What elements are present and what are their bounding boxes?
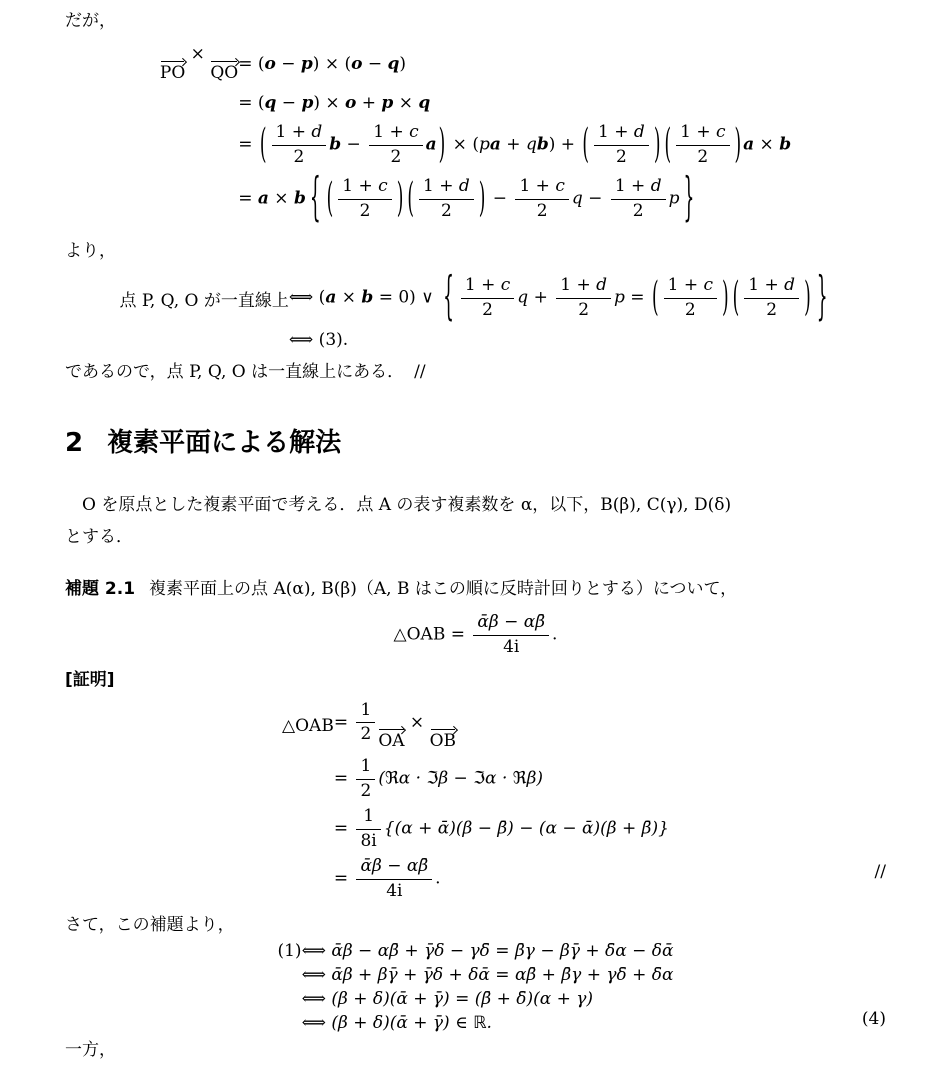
math-token: 1 + (519, 176, 556, 197)
math-token: ) (734, 121, 742, 169)
fraction-denominator (664, 298, 717, 321)
math-token: ( (732, 274, 740, 322)
equation-row (160, 169, 791, 230)
section-title: 複素平面による解法 (107, 428, 342, 459)
math-token: ( (326, 175, 334, 223)
equation-row (282, 754, 669, 804)
fraction-numerator (744, 276, 799, 298)
math-token: ) (722, 274, 729, 322)
equation-rhs (302, 1011, 674, 1035)
fraction-numerator (556, 276, 611, 298)
text-yori: より， (65, 241, 116, 262)
aligned-equations (119, 268, 831, 355)
fraction-numerator (594, 123, 649, 145)
math-token: 2 (293, 146, 305, 167)
equation-rhs (289, 325, 832, 355)
math-token: a (325, 287, 337, 308)
equation-rhs (334, 804, 669, 854)
math-token: c (715, 122, 726, 143)
equation-rhs (238, 118, 791, 172)
math-token: = (333, 868, 354, 889)
equation-lhs (160, 88, 238, 118)
fraction-denominator (369, 145, 422, 168)
fraction-numerator (473, 613, 549, 635)
math-token: 8i (360, 830, 377, 851)
equation-lhs (277, 963, 301, 987)
fraction-denominator (419, 199, 474, 222)
math-token: 2 (697, 146, 709, 167)
vector-base: OB (429, 731, 457, 752)
section-heading (65, 422, 886, 459)
equation-row (160, 39, 791, 88)
equation-lhs (282, 754, 334, 804)
math-token: = ( (238, 93, 265, 114)
equation-rhs (302, 987, 674, 1011)
lemma-label: 補題 2.1 (65, 579, 136, 600)
vector-arrow-icon (378, 724, 404, 732)
math-token: 1 + (464, 275, 501, 296)
math-token: ⟺ (301, 1013, 332, 1034)
math-token: ) (399, 53, 407, 74)
math-token: = (238, 188, 258, 209)
math-token: ⟺ (3). (288, 330, 349, 351)
equation-row (277, 987, 673, 1011)
qed-mark: // (874, 862, 886, 883)
fraction-numerator (419, 177, 474, 199)
math-token: 2 (440, 200, 452, 221)
math-token: × (336, 287, 362, 308)
math-token: (ℜα · ℑβ − ℑα · ℜβ) (378, 768, 544, 789)
fraction (744, 276, 799, 320)
math-token: + (528, 287, 554, 308)
vector-notation (378, 724, 404, 751)
aligned-equations (277, 939, 673, 1035)
math-token: ᾱβ − αβ̄ (477, 612, 546, 633)
fraction-numerator (356, 857, 432, 879)
math-token: △OAB = (393, 624, 471, 645)
math-token: c (378, 176, 388, 197)
text-conclusion (65, 359, 886, 386)
math-token: 1 + (598, 122, 634, 143)
math-token: ᾱβ − αβ̄ + γ̄δ − γδ̄ = β̄γ − βγ̄ + δ̄α − δᾱ (331, 941, 674, 962)
math-token: − (275, 53, 301, 74)
math-token: 2 (482, 299, 493, 320)
equation-lhs (119, 325, 288, 355)
math-token: 4i (503, 636, 520, 657)
fraction-numerator (356, 701, 375, 723)
math-token: ⟺ ( (288, 287, 326, 308)
math-token: 1 + (342, 176, 379, 197)
equation-rhs (334, 698, 669, 755)
math-token: 1 + (560, 275, 597, 296)
fraction-denominator (676, 145, 729, 168)
math-token: 2 (616, 146, 627, 167)
math-token: ( (651, 274, 659, 322)
math-token: 1 + (422, 176, 459, 197)
math-token: + (356, 93, 382, 114)
math-token: = (333, 818, 354, 839)
fraction (556, 276, 611, 320)
math-token: − (487, 188, 513, 209)
math-token: ⟺ (301, 941, 332, 962)
equation-rhs (302, 963, 674, 987)
vector-arrow-icon (430, 724, 456, 732)
math-token: ( (582, 121, 590, 169)
math-token: q (418, 93, 431, 114)
math-token: p (478, 134, 490, 155)
fraction-denominator (356, 779, 375, 802)
equation-row (277, 1011, 673, 1035)
section-number: 2 (65, 428, 84, 459)
conclusion-sentence: であるので，点 P, Q, O は一直線上にある． (65, 362, 405, 383)
vector-base: PO (159, 63, 186, 84)
math-token: o (351, 53, 363, 74)
math-token: = (333, 768, 354, 789)
equation-row (277, 939, 673, 963)
math-token: − (362, 53, 388, 74)
math-token: 1 (360, 756, 372, 777)
math-token: 1 (360, 699, 372, 720)
fraction-numerator (611, 177, 666, 199)
equation-lhs (277, 1011, 301, 1035)
fraction (338, 177, 391, 221)
lemma-statement (65, 575, 886, 603)
math-token: ) (438, 121, 446, 169)
text-sate: さて，この補題より， (65, 915, 235, 936)
math-token: (β + δ)(ᾱ + γ̄) ∈ ℝ. (331, 1013, 492, 1034)
equation-block-collinear (65, 268, 886, 355)
math-token: b (536, 134, 549, 155)
math-token: p (301, 93, 314, 114)
math-token: ) (478, 175, 486, 223)
math-token: ) (653, 121, 661, 169)
math-token: × ( (447, 134, 479, 155)
fraction (611, 177, 666, 221)
math-token: c (409, 122, 419, 143)
math-token: b (329, 134, 342, 155)
equation-row (160, 88, 791, 118)
equation-lhs (282, 854, 334, 904)
math-token: . (552, 624, 558, 645)
math-token: = ( (238, 53, 265, 74)
math-token: × (754, 134, 780, 155)
fraction-denominator (272, 145, 327, 168)
fraction (473, 613, 549, 657)
math-token: 2 (766, 299, 778, 320)
fraction (356, 807, 380, 851)
math-token: {(α + ᾱ)(β − β̄) − (α − ᾱ)(β + β̄)} (383, 818, 669, 839)
aligned-equations (282, 698, 669, 905)
equation-rhs (238, 169, 791, 230)
equation-rhs (334, 854, 669, 904)
math-token: 点 P, Q, O が一直線上 (119, 290, 289, 311)
fraction-denominator (515, 199, 568, 222)
math-token: − (276, 93, 302, 114)
intro-paragraph (65, 489, 886, 553)
paragraph-line: とする． (65, 527, 133, 548)
math-token: = (624, 287, 650, 308)
math-token: d (596, 275, 608, 296)
math-token: 1 + (373, 122, 410, 143)
equation-lhs (282, 804, 334, 854)
math-token: { (309, 169, 321, 230)
fraction (664, 276, 717, 320)
math-token: } (816, 268, 828, 329)
math-token: × (268, 188, 294, 209)
equation-rhs (334, 754, 669, 804)
equation-block-cross-product (65, 39, 886, 230)
equation-lhs (282, 698, 334, 755)
math-token: d (650, 176, 662, 197)
math-token: d (784, 275, 796, 296)
equation-lhs (160, 118, 238, 172)
vector-base: OA (378, 731, 405, 752)
qed-mark: // (414, 362, 426, 383)
math-token: △OAB (282, 715, 334, 736)
fraction-denominator (611, 199, 666, 222)
math-token: − (582, 188, 608, 209)
math-token: a (489, 134, 501, 155)
math-token: (1) (277, 941, 302, 962)
math-token: { (443, 268, 454, 329)
math-token: ᾱβ − αβ̄ (360, 856, 429, 877)
math-token: × (393, 93, 419, 114)
math-token: 1 + (667, 275, 704, 296)
math-token: q (525, 134, 537, 155)
math-token: ) + (548, 134, 581, 155)
equation-lhs (160, 172, 238, 226)
equation-rhs (288, 268, 832, 329)
math-token: 2 (684, 299, 696, 320)
equation-row (282, 854, 669, 904)
proof-label: [証明] (65, 669, 115, 690)
math-token: p (300, 53, 313, 74)
vector-notation (210, 56, 238, 83)
equation-lhs (119, 271, 288, 325)
vector-notation (430, 724, 456, 751)
equation-row (119, 325, 831, 355)
math-token: = (333, 712, 354, 733)
equation-lhs (160, 39, 238, 88)
math-token: p (614, 287, 625, 308)
fraction-denominator (744, 298, 799, 321)
math-token: q (517, 287, 529, 308)
fraction-denominator (473, 635, 549, 658)
vector-arrow-icon (210, 56, 238, 64)
equation-rhs (238, 39, 791, 88)
fraction (594, 123, 649, 167)
math-token: ⟺ (301, 965, 332, 986)
fraction (515, 177, 568, 221)
math-token: b (361, 287, 374, 308)
math-token: ) (396, 175, 404, 223)
math-token: c (703, 275, 714, 296)
lemma-equation (65, 613, 886, 657)
math-token: 1 + (275, 122, 312, 143)
math-token: q (264, 93, 277, 114)
math-token: 2 (390, 146, 402, 167)
fraction-numerator (338, 177, 391, 199)
math-token: ⟺ (301, 989, 332, 1010)
fraction-denominator (356, 879, 432, 902)
equation-row (160, 118, 791, 172)
paragraph-line: O を原点とした複素平面で考える．点 A の表す複素数を α，以下，B(β), C(γ), D(δ) (82, 495, 732, 516)
math-token: 1 (363, 806, 375, 827)
math-token: 1 + (748, 275, 785, 296)
fraction-denominator (556, 298, 611, 321)
math-token: ᾱβ + βγ̄ + γ̄δ + δᾱ = αβ̄ + β̄γ + γδ̄ + δ̄α (331, 965, 674, 986)
math-token: 1 + (680, 122, 716, 143)
equation-rhs (238, 88, 791, 118)
vector-notation (160, 56, 185, 83)
math-token: b (779, 134, 792, 155)
text-daga: だが， (65, 11, 116, 31)
equation-lhs (277, 987, 301, 1011)
fraction-denominator (338, 199, 391, 222)
equation-row (282, 804, 669, 854)
proof-derivation-block (65, 698, 886, 905)
math-token: p (381, 93, 394, 114)
math-token: (β + δ)(ᾱ + γ̄) = (β̄ + δ̄)(α + γ) (331, 989, 594, 1010)
math-token: = (238, 134, 258, 155)
math-token: a (743, 134, 755, 155)
math-token: + (500, 134, 526, 155)
math-token: o (264, 53, 276, 74)
math-token: ( (664, 121, 672, 169)
fraction (356, 701, 375, 745)
math-token: ) × ( (312, 53, 352, 74)
fraction (369, 123, 422, 167)
equation-tag: (4) (861, 1009, 886, 1030)
aligned-equations (159, 39, 792, 230)
math-token: q (387, 53, 400, 74)
math-token: a (425, 134, 437, 155)
math-token: − (341, 134, 367, 155)
math-token: 2 (360, 724, 372, 745)
math-token: o (345, 93, 357, 114)
text-ippou: 一方， (65, 1040, 116, 1061)
fraction (676, 123, 729, 167)
math-token: = 0) ∨ (373, 287, 440, 308)
math-token: ) (804, 274, 811, 322)
fraction-numerator (515, 177, 568, 199)
math-token: 2 (578, 299, 590, 320)
fraction-denominator (594, 145, 649, 168)
math-token: } (683, 169, 695, 230)
equation-row (282, 698, 669, 755)
equation-rhs (302, 939, 674, 963)
fraction-numerator (272, 123, 327, 145)
math-token: ( (407, 175, 414, 223)
fraction (419, 177, 474, 221)
equation-row (277, 963, 673, 987)
fraction-numerator (664, 276, 717, 298)
equivalence-chain-block (65, 939, 886, 1035)
lemma-text: 複素平面上の点 A(α), B(β)（A, B はこの順に反時計回りとする）について， (149, 579, 738, 600)
math-token: . (435, 868, 441, 889)
fraction-denominator (356, 722, 375, 745)
fraction-numerator (461, 276, 514, 298)
math-token: d (633, 122, 645, 143)
fraction (461, 276, 514, 320)
vector-base: QO (210, 63, 239, 84)
math-token: 4i (386, 880, 403, 901)
fraction-denominator (461, 298, 514, 321)
fraction (356, 857, 432, 901)
math-token: d (311, 122, 323, 143)
math-token: 1 + (614, 176, 651, 197)
math-token: × (404, 712, 430, 733)
fraction-numerator (356, 807, 380, 829)
math-token: c (500, 275, 511, 296)
fraction (356, 757, 375, 801)
math-token: q (571, 188, 583, 209)
fraction-numerator (356, 757, 375, 779)
fraction-denominator (356, 829, 380, 852)
math-token: 2 (359, 200, 371, 221)
math-token: ( (259, 121, 267, 169)
math-token: p (668, 188, 680, 209)
equation-row (119, 268, 831, 329)
math-token: c (555, 176, 565, 197)
math-token: b (293, 188, 306, 209)
vector-arrow-icon (160, 56, 185, 64)
fraction-numerator (676, 123, 729, 145)
math-token: 2 (360, 780, 372, 801)
math-token: a (257, 188, 269, 209)
math-token: 2 (536, 200, 548, 221)
math-token: d (458, 176, 470, 197)
math-token: ) × (313, 93, 346, 114)
math-token: 2 (632, 200, 644, 221)
fraction-numerator (369, 123, 422, 145)
equation-lhs (277, 939, 301, 963)
fraction (272, 123, 327, 167)
math-token: × (185, 44, 211, 64)
